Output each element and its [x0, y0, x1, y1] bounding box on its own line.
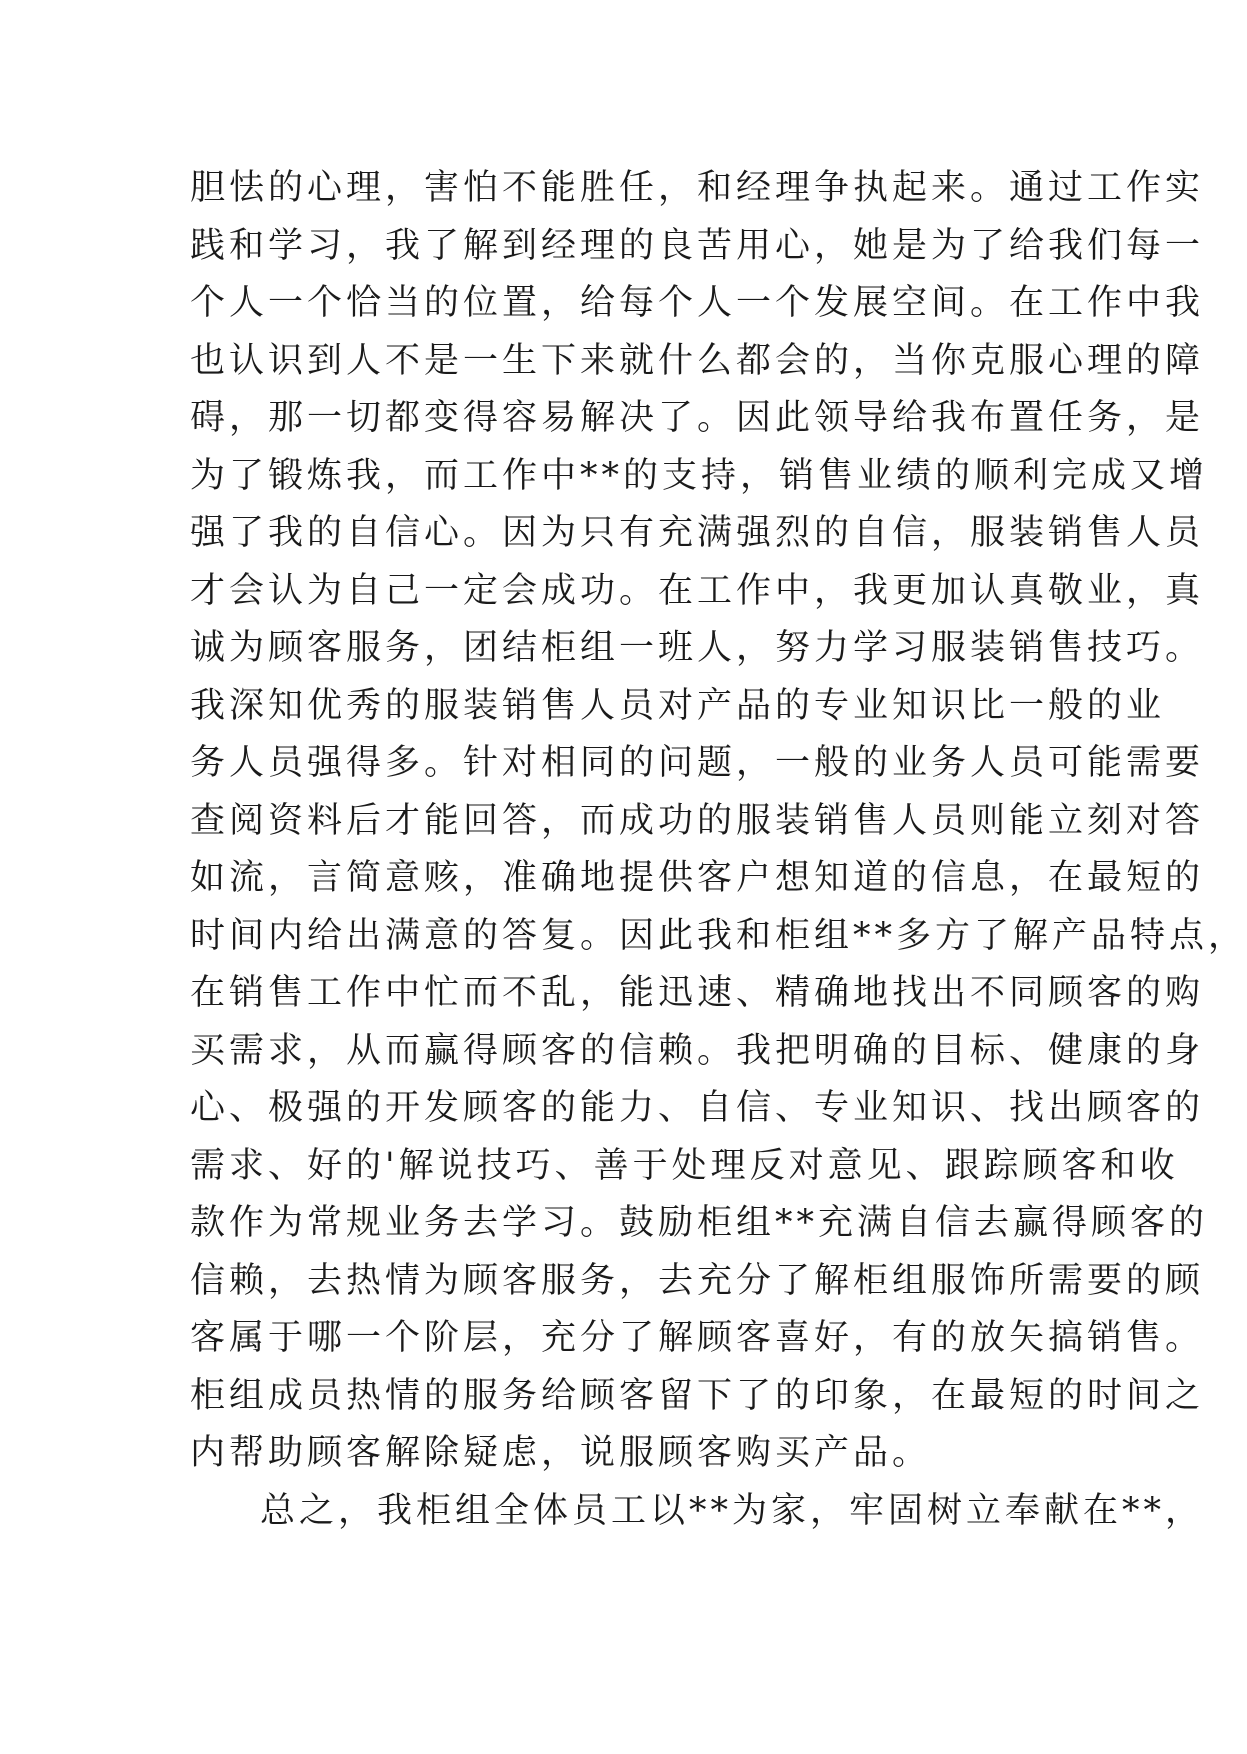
text-line: 碍，那一切都变得容易解决了。因此领导给我布置任务，是	[190, 398, 1205, 438]
text-line: 款作为常规业务去学习。鼓励柜组**充满自信去赢得顾客的	[190, 1203, 1209, 1243]
text-line: 为了锻炼我，而工作中**的支持，销售业绩的顺利完成又增	[190, 455, 1209, 496]
text-line: 才会认为自己一定会成功。在工作中，我更加认真敬业，真	[190, 570, 1205, 611]
paragraph-start-line: 总之，我柜组全体员工以**为家，牢固树立奉献在**，	[260, 1490, 1205, 1531]
text-line: 信赖，去热情为顾客服务，去充分了解柜组服饰所需要的顾	[190, 1260, 1205, 1301]
text-line: 柜组成员热情的服务给顾客留下了的印象，在最短的时间之	[190, 1375, 1205, 1416]
text-line: 务人员强得多。针对相同的问题，一般的业务人员可能需要	[190, 743, 1205, 783]
text-line: 查阅资料后才能回答，而成功的服装销售人员则能立刻对答	[190, 800, 1205, 841]
text-line: 在销售工作中忙而不乱，能迅速、精确地找出不同顾客的购	[190, 973, 1205, 1013]
text-line: 买需求，从而赢得顾客的信赖。我把明确的目标、健康的身	[190, 1030, 1205, 1071]
text-line: 如流，言简意赅，准确地提供客户想知道的信息，在最短的	[190, 858, 1205, 898]
text-line: 心、极强的开发顾客的能力、自信、专业知识、找出顾客的	[190, 1088, 1205, 1128]
text-line: 时间内给出满意的答复。因此我和柜组**多方了解产品特点，	[190, 915, 1247, 956]
text-line: 我深知优秀的服装销售人员对产品的专业知识比一般的业	[190, 685, 1166, 726]
text-line: 也认识到人不是一生下来就什么都会的，当你克服心理的障	[190, 340, 1205, 381]
text-line: 个人一个恰当的位置，给每个人一个发展空间。在工作中我	[190, 283, 1205, 323]
body-text	[190, 160, 1247, 1540]
text-line: 需求、好的'解说技巧、善于处理反对意见、跟踪顾客和收	[190, 1145, 1179, 1186]
text-line: 诚为顾客服务，团结柜组一班人，努力学习服装销售技巧。	[190, 628, 1205, 668]
text-line: 强了我的自信心。因为只有充满强烈的自信，服装销售人员	[190, 513, 1205, 553]
text-line: 胆怯的心理，害怕不能胜任，和经理争执起来。通过工作实	[190, 168, 1205, 208]
text-line: 践和学习，我了解到经理的良苦用心，她是为了给我们每一	[190, 225, 1205, 266]
text-line: 内帮助顾客解除疑虑，说服顾客购买产品。	[190, 1433, 932, 1473]
text-line: 客属于哪一个阶层，充分了解顾客喜好，有的放矢搞销售。	[190, 1318, 1205, 1358]
